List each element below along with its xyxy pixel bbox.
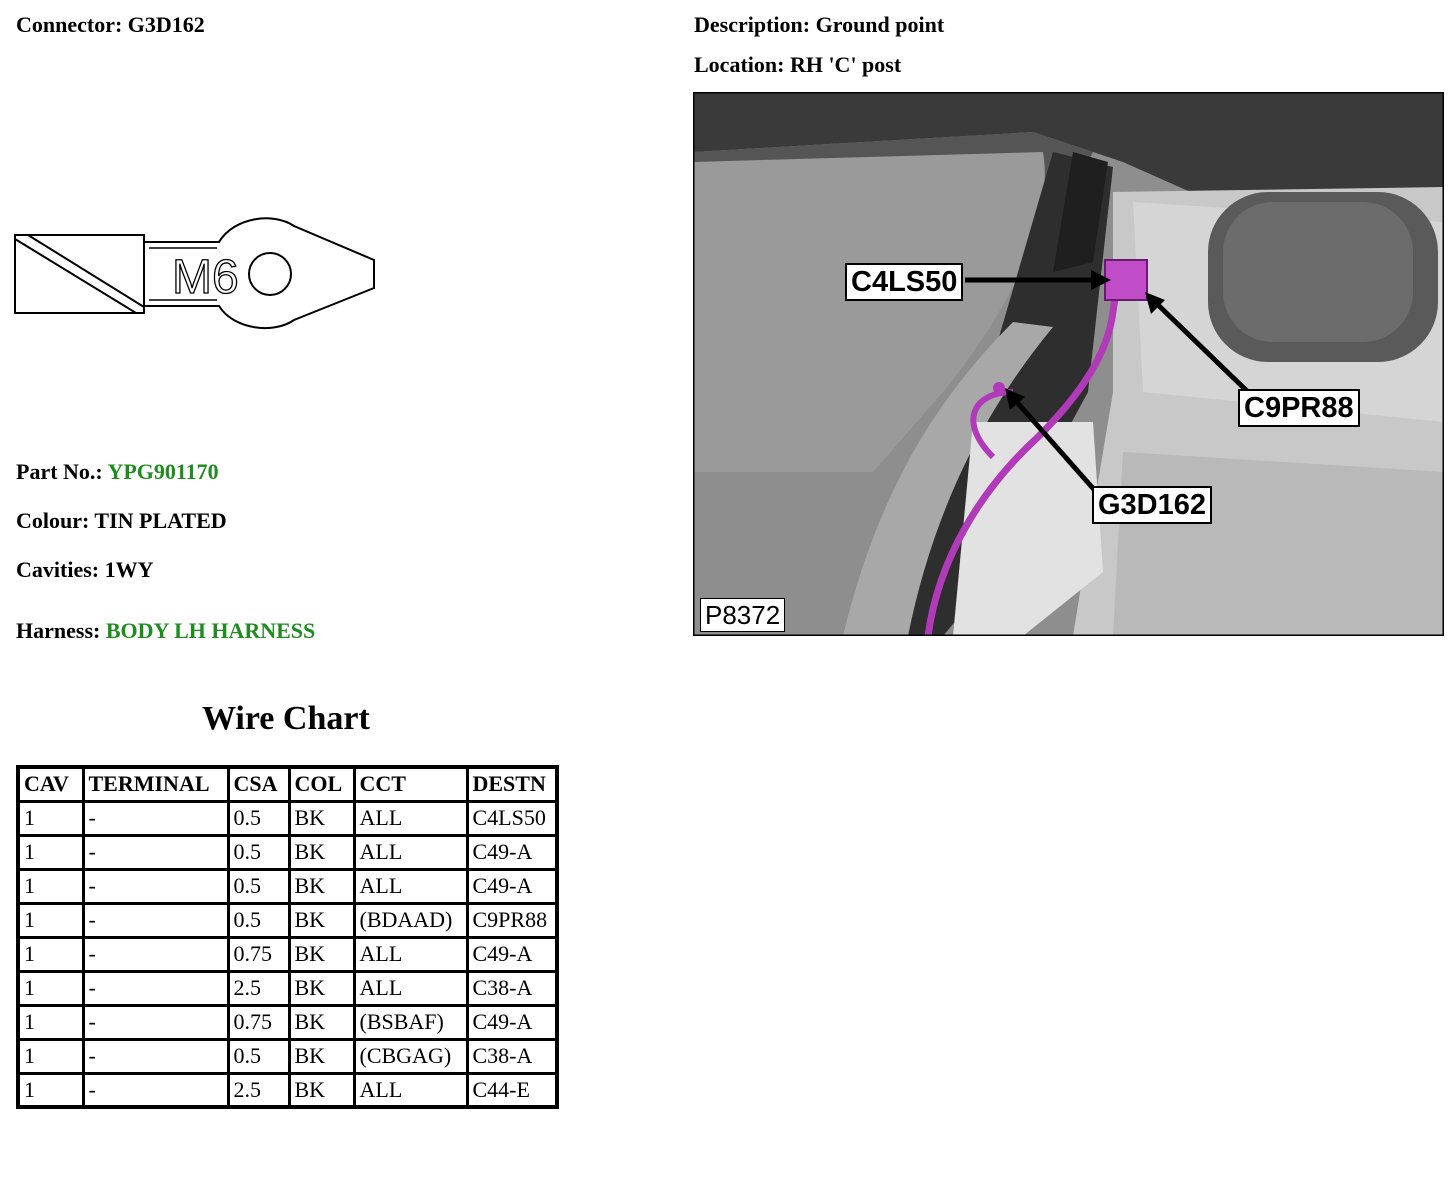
- table-cell: 1: [18, 1005, 83, 1039]
- description-label: Description: Ground point: [694, 12, 945, 37]
- colour-label: Colour: TIN PLATED: [16, 508, 227, 533]
- harness-label: Harness:: [16, 618, 106, 643]
- table-cell: -: [83, 903, 228, 937]
- table-cell: C49-A: [467, 835, 557, 869]
- table-cell: 1: [18, 1073, 83, 1107]
- table-cell: BK: [289, 1039, 354, 1073]
- table-cell: ALL: [354, 801, 467, 835]
- table-cell: -: [83, 971, 228, 1005]
- table-row: [18, 801, 557, 835]
- harness-link[interactable]: BODY LH HARNESS: [105, 618, 316, 643]
- table-row: [18, 1039, 557, 1073]
- table-cell: 1: [18, 937, 83, 971]
- table-row: [18, 937, 557, 971]
- callout-c9pr88: C9PR88: [1238, 389, 1360, 427]
- table-cell: C38-A: [467, 971, 557, 1005]
- table-cell: 2.5: [228, 971, 289, 1005]
- table-cell: 1: [18, 835, 83, 869]
- callout-c4ls50: C4LS50: [845, 263, 963, 301]
- table-cell: -: [83, 801, 228, 835]
- table-cell: C49-A: [467, 937, 557, 971]
- table-cell: BK: [289, 835, 354, 869]
- column-header: CSA: [228, 767, 289, 801]
- callout-g3d162: G3D162: [1092, 486, 1212, 524]
- table-cell: BK: [289, 937, 354, 971]
- table-cell: C9PR88: [467, 903, 557, 937]
- table-cell: 0.5: [228, 801, 289, 835]
- table-cell: C44-E: [467, 1073, 557, 1107]
- table-cell: C49-A: [467, 869, 557, 903]
- wire-chart-table: [16, 765, 559, 1109]
- table-cell: 1: [18, 801, 83, 835]
- location-label: Location: RH 'C' post: [694, 52, 902, 77]
- table-cell: C4LS50: [467, 801, 557, 835]
- table-row: [18, 835, 557, 869]
- table-cell: -: [83, 1039, 228, 1073]
- column-header: CAV: [18, 767, 83, 801]
- cavities-label: Cavities: 1WY: [16, 557, 154, 582]
- table-cell: -: [83, 1005, 228, 1039]
- table-cell: 1: [18, 971, 83, 1005]
- table-cell: -: [83, 937, 228, 971]
- table-cell: 0.5: [228, 1039, 289, 1073]
- table-cell: -: [83, 835, 228, 869]
- table-cell: 1: [18, 1039, 83, 1073]
- table-row: [18, 1005, 557, 1039]
- table-cell: BK: [289, 801, 354, 835]
- table-cell: 0.75: [228, 1005, 289, 1039]
- table-cell: (CBGAG): [354, 1039, 467, 1073]
- table-cell: BK: [289, 971, 354, 1005]
- table-cell: C38-A: [467, 1039, 557, 1073]
- table-cell: ALL: [354, 971, 467, 1005]
- table-row: [18, 971, 557, 1005]
- table-cell: -: [83, 1073, 228, 1107]
- column-header: DESTN: [467, 767, 557, 801]
- harness-row: [16, 618, 315, 644]
- part-number-row: [16, 459, 219, 485]
- table-cell: BK: [289, 903, 354, 937]
- table-cell: BK: [289, 1005, 354, 1039]
- table-cell: 1: [18, 869, 83, 903]
- table-cell: (BDAAD): [354, 903, 467, 937]
- table-cell: C49-A: [467, 1005, 557, 1039]
- table-cell: ALL: [354, 1073, 467, 1107]
- table-cell: BK: [289, 1073, 354, 1107]
- connector-label: Connector: G3D162: [16, 12, 205, 37]
- table-cell: ALL: [354, 937, 467, 971]
- table-cell: 0.5: [228, 835, 289, 869]
- table-cell: -: [83, 869, 228, 903]
- table-cell: 0.5: [228, 869, 289, 903]
- wire-chart-header-row: [18, 767, 557, 801]
- table-cell: 0.75: [228, 937, 289, 971]
- table-row: [18, 869, 557, 903]
- part-number-label: Part No.:: [16, 459, 108, 484]
- column-header: CCT: [354, 767, 467, 801]
- table-row: [18, 1073, 557, 1107]
- terminal-size-label: M6: [172, 251, 239, 304]
- table-cell: 0.5: [228, 903, 289, 937]
- wire-chart-title: Wire Chart: [202, 700, 370, 737]
- ring-terminal-icon: [12, 212, 382, 337]
- table-cell: ALL: [354, 835, 467, 869]
- table-row: [18, 903, 557, 937]
- location-photo: [693, 92, 1444, 636]
- table-cell: (BSBAF): [354, 1005, 467, 1039]
- column-header: COL: [289, 767, 354, 801]
- column-header: TERMINAL: [83, 767, 228, 801]
- table-cell: BK: [289, 869, 354, 903]
- table-cell: 1: [18, 903, 83, 937]
- picture-number: P8372: [700, 598, 785, 632]
- table-cell: ALL: [354, 869, 467, 903]
- table-cell: 2.5: [228, 1073, 289, 1107]
- part-number-link[interactable]: YPG901170: [107, 459, 219, 484]
